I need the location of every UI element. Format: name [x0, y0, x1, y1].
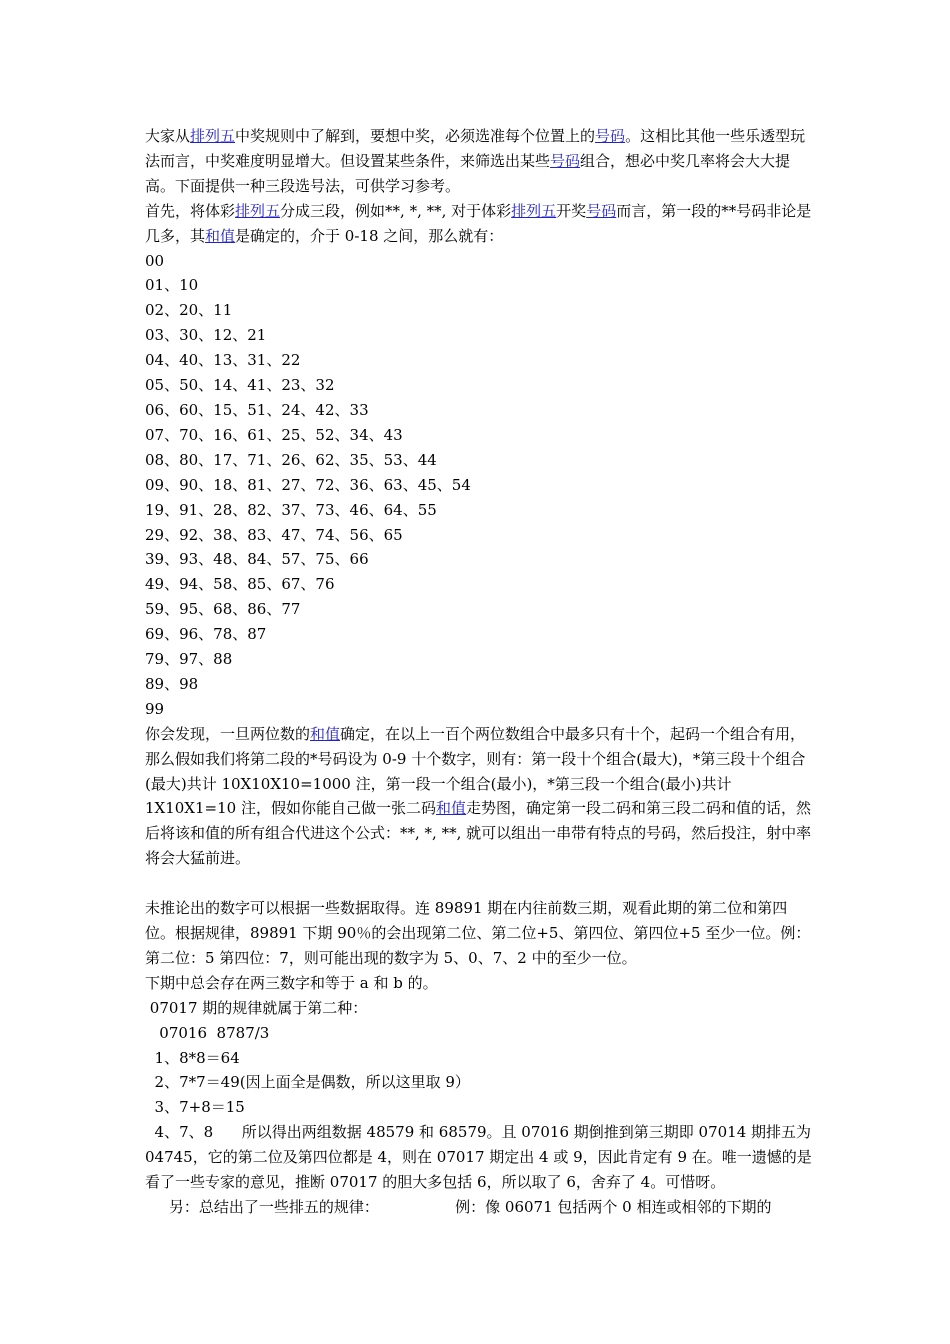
combo-line: 29、92、38、83、47、74、56、65	[145, 525, 403, 544]
combo-line: 59、95、68、86、77	[145, 600, 301, 619]
rule-paragraph: 未推论出的数字可以根据一些数据取得。连 89891 期在内往前数三期，观看此期的第二位和第四位。根据规律，89891 下期 90％的会出现第二位、第二位+5、第四位、第四位+5 至少一位。例：第二位：5 第四位：7，则可能出现的数字为 5、0、7、2 中的至少一位。	[145, 899, 811, 967]
combo-line: 08、80、17、71、26、62、35、53、44	[145, 450, 437, 469]
document-page	[145, 124, 815, 1220]
explanation-paragraph: 你会发现，一旦两位数的和值确定，在以上一百个两位数组合中最多只有十个，起码一个组合有用，那么假如我们将第二段的*号码设为 0-9 十个数字，则有：第一段十个组合(最大)，*第三段十个组合(最大)共计 10X10X10=1000 注，第一段一个组合(最小)，*第三段一个组合(最小)共计 1X10X1=10 注，假如你能自己做一张二码和值走势图，确定第一段二码和第三段二码和值的话，然后将该和值的所有组合代进这个公式：**, *, **, 就可以组出一串带有特点的号码，然后投注，射中率将会大猛前进。	[145, 724, 812, 868]
step-line: 07016 8787/3	[145, 1023, 270, 1042]
keyword-link[interactable]: 号码	[586, 201, 617, 220]
step-line: 2、7*7＝49(因上面全是偶数，所以这里取 9）	[145, 1073, 470, 1092]
combo-line: 99	[145, 699, 165, 718]
combo-line: 02、20、11	[145, 301, 233, 320]
combo-line: 03、30、12、21	[145, 326, 267, 345]
combo-line: 06、60、15、51、24、42、33	[145, 400, 369, 419]
keyword-link[interactable]: 排列五	[235, 201, 281, 220]
step-line: 3、7+8＝15	[145, 1098, 245, 1117]
keyword-link[interactable]: 和值	[310, 724, 341, 743]
issue-rule-paragraph: 07017 期的规律就属于第二种：	[145, 998, 368, 1017]
combo-line: 09、90、18、81、27、72、36、63、45、54	[145, 475, 471, 494]
keyword-link[interactable]: 和值	[435, 799, 466, 818]
combo-line: 49、94、58、85、67、76	[145, 575, 335, 594]
keyword-link[interactable]: 号码	[595, 127, 626, 145]
keyword-link[interactable]: 和值	[205, 226, 236, 245]
combo-list	[145, 249, 815, 722]
sum-rule-paragraph: 下期中总会存在两三数字和等于 a 和 b 的。	[145, 973, 438, 992]
combo-line: 69、96、78、87	[145, 625, 267, 644]
combo-line: 39、93、48、84、57、75、66	[145, 550, 369, 569]
keyword-link[interactable]: 排列五	[511, 201, 557, 220]
combo-line: 04、40、13、31、22	[145, 351, 301, 370]
summary-paragraph: 另：总结出了一些排五的规律： 例：像 06071 包括两个 0 相连或相邻的下期的	[145, 1197, 772, 1216]
combo-line: 19、91、28、82、37、73、46、64、55	[145, 500, 437, 519]
step-list	[145, 1021, 815, 1121]
combo-line: 07、70、16、61、25、52、34、43	[145, 425, 403, 444]
keyword-link[interactable]: 排列五	[190, 127, 236, 145]
conclusion-paragraph: 4、7、8 所以得出两组数据 48579 和 68579。且 07016 期倒推到第三期即 07014 期排五为 04745，它的第二位及第四位都是 4，则在 07017 期定出 4 或 9，因此肯定有 9 在。唯一遗憾的是看了一些专家的意见，推断 07017 的胆大多包括 6，所以取了 6，舍弃了 4。可惜呀。	[145, 1123, 816, 1192]
combo-line: 79、97、88	[145, 650, 233, 669]
combo-line: 05、50、14、41、23、32	[145, 376, 335, 395]
combo-line: 01、10	[145, 276, 199, 295]
combo-line: 00	[145, 251, 165, 270]
blank-line	[145, 871, 815, 896]
intro-paragraph-1: 大家从排列五中奖规则中了解到，要想中奖，必须选准每个位置上的号码。这相比其他一些乐透型玩法而言，中奖难度明显增大。但设置某些条件，来筛选出某些号码组合，想必中奖几率将会大大提高。下面提供一种三段选号法，可供学习参考。	[145, 127, 806, 195]
intro-paragraph-2: 首先，将体彩排列五分成三段，例如**, *, **, 对于体彩排列五开奖号码而言，第一段的**号码非论是几多，其和值是确定的，介于 0-18 之间，那么就有：	[145, 201, 812, 245]
keyword-link[interactable]: 号码	[550, 151, 581, 170]
step-line: 1、8*8＝64	[145, 1048, 240, 1067]
combo-line: 89、98	[145, 674, 199, 693]
